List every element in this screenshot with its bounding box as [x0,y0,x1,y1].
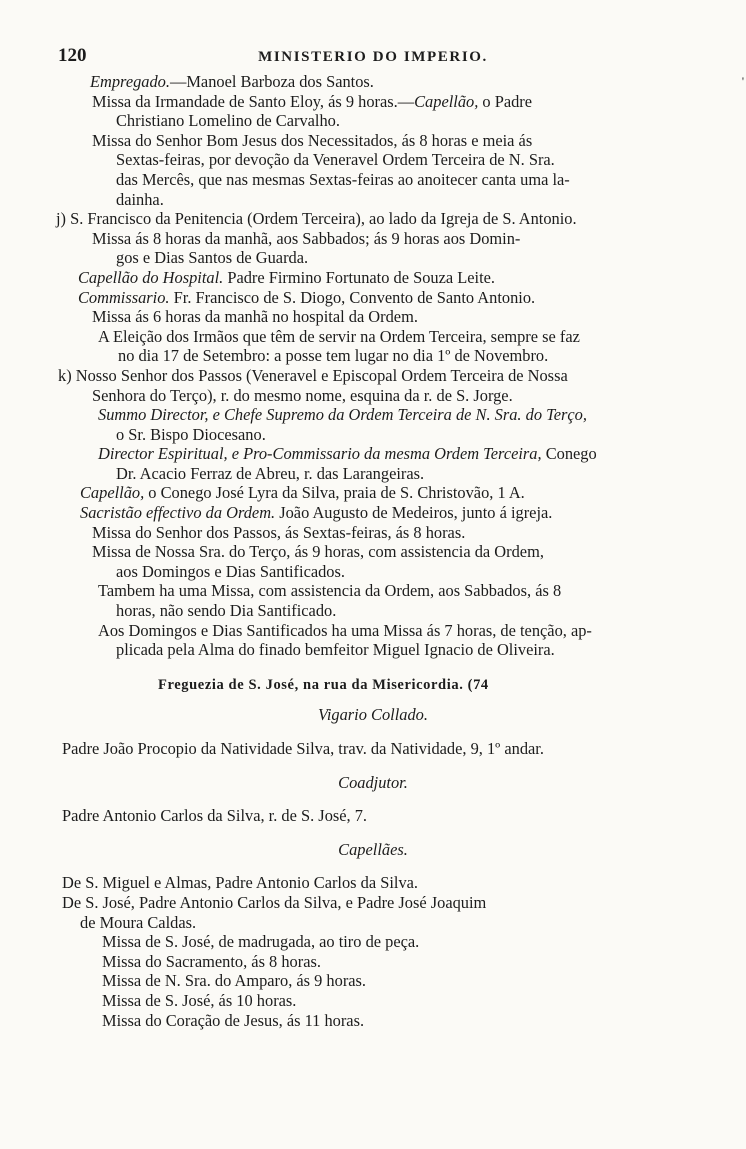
text-line: Tambem ha uma Missa, com assistencia da Ordem, aos Sabbados, ás 8 [98,581,562,601]
text-line: k) Nosso Senhor dos Passos (Veneravel e Episcopal Ordem Terceira de Nossa [58,365,568,385]
text-line: Missa da Irmandade de Santo Eloy, ás 9 horas.—Capellão, o Padre [92,91,533,111]
missa-line: Missa do Coração de Jesus, ás 11 horas. [102,1010,365,1030]
text-line: Missa ás 8 horas da manhã, aos Sabbados; ás 9 horas aos Domin- [92,228,521,248]
missa-line: Missa de S. José, de madrugada, ao tiro de peça. [102,932,420,952]
text-line: gos e Dias Santos de Guarda. [116,248,309,268]
text-line: Dr. Acacio Ferraz de Abreu, r. das Larangeiras. [116,463,425,483]
text-line: Summo Director, e Chefe Supremo da Ordem Terceira de N. Sra. do Terço, [98,405,587,425]
missa-line: Missa do Sacramento, ás 8 horas. [102,951,321,971]
text-line: Aos Domingos e Dias Santificados ha uma Missa ás 7 horas, de tenção, ap- [98,620,592,640]
vigario-heading: Vigario Collado. [318,705,428,725]
capellaes-heading: Capellães. [338,839,408,859]
missa-line: Missa de N. Sra. do Amparo, ás 9 horas. [102,971,367,991]
vigario-line: Padre João Procopio da Natividade Silva, trav. da Natividade, 9, 1º andar. [62,739,544,758]
coadjutor-heading: Coadjutor. [338,772,408,792]
text-line: Missa do Senhor Bom Jesus dos Necessitados, ás 8 horas e meia ás [92,130,533,150]
text-line: aos Domingos e Dias Santificados. [116,561,345,581]
coadjutor-line: Padre Antonio Carlos da Silva, r. de S. José, 7. [62,806,368,826]
text-line: dainha. [116,189,164,209]
text-line: Sacristão effectivo da Ordem. João Augusto de Medeiros, junto á igreja. [80,503,553,523]
text-line: Christiano Lomelino de Carvalho. [116,111,340,131]
capellao-line: De S. Miguel e Almas, Padre Antonio Carlos da Silva. [62,873,419,893]
text-line: horas, não sendo Dia Santificado. [116,601,337,621]
margin-mark: ' [741,74,744,88]
parish-title: Freguezia de S. José, na rua da Misericordia. (74 [158,676,489,693]
text-line: j) S. Francisco da Penitencia (Ordem Terceira), ao lado da Igreja de S. Antonio. [56,209,577,229]
page-number: 120 [58,45,87,66]
text-line: Missa ás 6 horas da manhã no hospital da Ordem. [92,307,418,327]
text-line: das Mercês, que nas mesmas Sextas-feiras ao anoitecer canta uma la- [116,169,570,189]
text-line: Capellão do Hospital. Padre Firmino Fortunato de Souza Leite. [78,267,496,287]
capellao-line: De S. José, Padre Antonio Carlos da Silva, e Padre José Joaquim [62,892,487,912]
text-line: Senhora do Terço), r. do mesmo nome, esquina da r. de S. Jorge. [92,385,513,405]
text-line: no dia 17 de Setembro: a posse tem lugar no dia 1º de Novembro. [118,346,549,366]
text-line: Commissario. Fr. Francisco de S. Diogo, Convento de Santo Antonio. [78,287,536,307]
text-line: Empregado.—Manoel Barboza dos Santos. [90,72,374,91]
missa-line: Missa de S. José, ás 10 horas. [102,990,297,1010]
text-line: Missa do Senhor dos Passos, ás Sextas-feiras, ás 8 horas. [92,522,466,542]
running-title: MINISTERIO DO IMPERIO. [258,49,488,65]
capellao-line: de Moura Caldas. [80,912,197,932]
page-body [0,72,746,1030]
text-line: Missa de Nossa Sra. do Terço, ás 9 horas, com assistencia da Ordem, [92,542,544,562]
text-line: Capellão, o Conego José Lyra da Silva, praia de S. Christovão, 1 A. [80,483,525,503]
text-line: o Sr. Bispo Diocesano. [116,424,266,444]
text-line: plicada pela Alma do finado bemfeitor Miguel Ignacio de Oliveira. [116,640,555,660]
text-line: Sextas-feiras, por devoção da Veneravel Ordem Terceira de N. Sra. [116,150,555,170]
text-line: A Eleição dos Irmãos que têm de servir na Ordem Terceira, sempre se faz [98,326,580,346]
text-line: Director Espiritual, e Pro-Commissario da mesma Ordem Terceira, Conego [98,444,597,464]
